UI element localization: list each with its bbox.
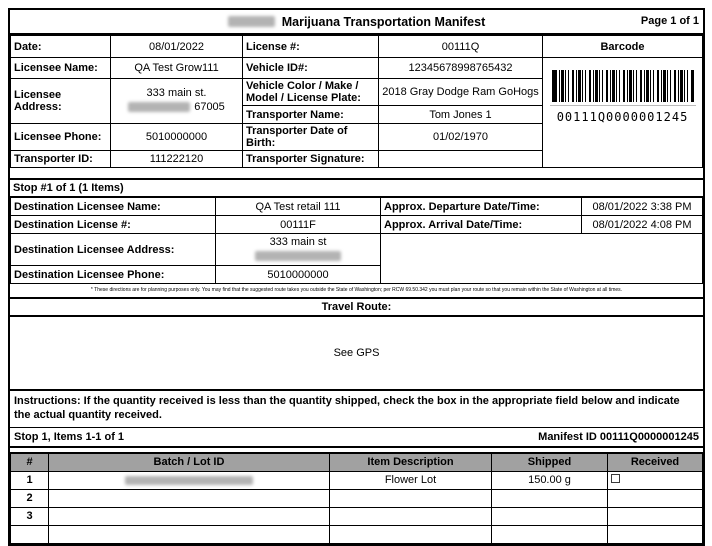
item-num: 3 bbox=[11, 507, 49, 525]
transporter-id-label: Transporter ID: bbox=[11, 151, 111, 168]
dest-phone-label: Destination Licensee Phone: bbox=[11, 266, 216, 284]
barcode-cell bbox=[543, 58, 703, 168]
departure-label: Approx. Departure Date/Time: bbox=[381, 198, 582, 216]
barcode-label: Barcode bbox=[543, 36, 703, 58]
dest-name-value: QA Test retail 111 bbox=[216, 198, 381, 216]
licensee-address-value bbox=[111, 79, 243, 124]
item-shipped bbox=[492, 525, 608, 543]
transporter-name-value: Tom Jones 1 bbox=[379, 106, 543, 124]
received-checkbox[interactable] bbox=[611, 474, 620, 483]
manifest-document bbox=[8, 8, 705, 546]
table-row bbox=[11, 507, 703, 525]
dest-address-label: Destination Licensee Address: bbox=[11, 234, 216, 266]
header-info-table bbox=[10, 35, 703, 168]
barcode-number: 00111Q0000001245 bbox=[556, 110, 689, 124]
licensee-address-line1: 333 main st. bbox=[146, 87, 207, 100]
stop-empty-cell bbox=[381, 234, 703, 284]
item-received bbox=[608, 489, 703, 507]
dest-address-value bbox=[216, 234, 381, 266]
table-row bbox=[11, 489, 703, 507]
transporter-signature-value bbox=[379, 151, 543, 168]
transporter-dob-value: 01/02/1970 bbox=[379, 124, 543, 151]
table-row bbox=[11, 525, 703, 543]
dest-name-label: Destination Licensee Name: bbox=[11, 198, 216, 216]
dest-address-line2 bbox=[219, 250, 377, 264]
item-batch bbox=[49, 489, 330, 507]
transporter-signature-label: Transporter Signature: bbox=[243, 151, 379, 168]
route-disclaimer: * These directions are for planning purposes only. You may find that the suggested route takes you outside the State of Washington; per RCW 69.50.342 you must plan your route so that you remain within the State of Washington at all times. bbox=[90, 287, 623, 293]
dest-license-value: 00111F bbox=[216, 216, 381, 234]
instructions-text: Instructions: If the quantity received is less than the quantity shipped, check the box in the appropriate field below and indicate the actual quantity received. bbox=[10, 391, 703, 428]
item-num: 1 bbox=[11, 471, 49, 489]
item-batch bbox=[49, 507, 330, 525]
items-header-row bbox=[11, 453, 703, 472]
redacted-state-logo bbox=[228, 16, 275, 27]
dest-phone-value: 5010000000 bbox=[216, 266, 381, 284]
license-value: 00111Q bbox=[379, 36, 543, 58]
item-description: Flower Lot bbox=[330, 471, 492, 489]
licensee-phone-value: 5010000000 bbox=[111, 124, 243, 151]
col-header-batch: Batch / Lot ID bbox=[49, 453, 330, 472]
vehicle-id-label: Vehicle ID#: bbox=[243, 58, 379, 79]
redacted-city-state bbox=[128, 102, 190, 112]
redacted-dest-city-state bbox=[255, 251, 341, 261]
items-table bbox=[10, 452, 703, 544]
license-label: License #: bbox=[243, 36, 379, 58]
redacted-batch-id bbox=[125, 476, 253, 485]
travel-route-header: Travel Route: bbox=[10, 297, 703, 317]
barcode-image bbox=[552, 70, 694, 102]
item-description bbox=[330, 525, 492, 543]
item-num: 2 bbox=[11, 489, 49, 507]
page-indicator: Page 1 of 1 bbox=[640, 15, 699, 27]
vehicle-desc-label: Vehicle Color / Make / Model / License Plate: bbox=[243, 79, 379, 106]
col-header-num: # bbox=[11, 453, 49, 472]
dest-address-line1: 333 main st bbox=[269, 235, 327, 248]
col-header-received: Received bbox=[608, 453, 703, 472]
item-received bbox=[608, 471, 703, 489]
col-header-shipped: Shipped bbox=[492, 453, 608, 472]
title-bar bbox=[10, 10, 703, 35]
item-received bbox=[608, 507, 703, 525]
transporter-id-value: 111222120 bbox=[111, 151, 243, 168]
item-num bbox=[11, 525, 49, 543]
stop-section-header: Stop #1 of 1 (1 Items) bbox=[10, 178, 703, 197]
item-shipped bbox=[492, 507, 608, 525]
item-batch bbox=[49, 471, 330, 489]
item-shipped: 150.00 g bbox=[492, 471, 608, 489]
item-description bbox=[330, 489, 492, 507]
licensee-phone-label: Licensee Phone: bbox=[11, 124, 111, 151]
stop-items-count: Stop 1, Items 1-1 of 1 bbox=[14, 430, 125, 443]
item-batch bbox=[49, 525, 330, 543]
item-shipped bbox=[492, 489, 608, 507]
page-title: Marijuana Transportation Manifest bbox=[281, 14, 486, 29]
transporter-dob-label: Transporter Date of Birth: bbox=[243, 124, 379, 151]
licensee-name-label: Licensee Name: bbox=[11, 58, 111, 79]
date-value: 08/01/2022 bbox=[111, 36, 243, 58]
arrival-label: Approx. Arrival Date/Time: bbox=[381, 216, 582, 234]
col-header-description: Item Description bbox=[330, 453, 492, 472]
licensee-name-value: QA Test Grow111 bbox=[111, 58, 243, 79]
licensee-address-label: Licensee Address: bbox=[11, 79, 111, 124]
date-label: Date: bbox=[11, 36, 111, 58]
transporter-name-label: Transporter Name: bbox=[243, 106, 379, 124]
section-spacer bbox=[10, 168, 703, 178]
travel-route-content: See GPS bbox=[10, 317, 703, 391]
barcode-wrap bbox=[550, 70, 696, 106]
departure-value: 08/01/2022 3:38 PM bbox=[582, 198, 703, 216]
dest-license-label: Destination License #: bbox=[11, 216, 216, 234]
licensee-address-line2 bbox=[114, 101, 239, 115]
vehicle-id-value: 12345678998765432 bbox=[379, 58, 543, 79]
item-received bbox=[608, 525, 703, 543]
item-description bbox=[330, 507, 492, 525]
licensee-address-zip: 67005 bbox=[194, 101, 225, 113]
vehicle-desc-value: 2018 Gray Dodge Ram GoHogs bbox=[379, 79, 543, 106]
stop-table bbox=[10, 197, 703, 284]
arrival-value: 08/01/2022 4:08 PM bbox=[582, 216, 703, 234]
manifest-id-bar bbox=[10, 428, 703, 448]
manifest-id: Manifest ID 00111Q0000001245 bbox=[538, 430, 699, 443]
table-row bbox=[11, 471, 703, 489]
